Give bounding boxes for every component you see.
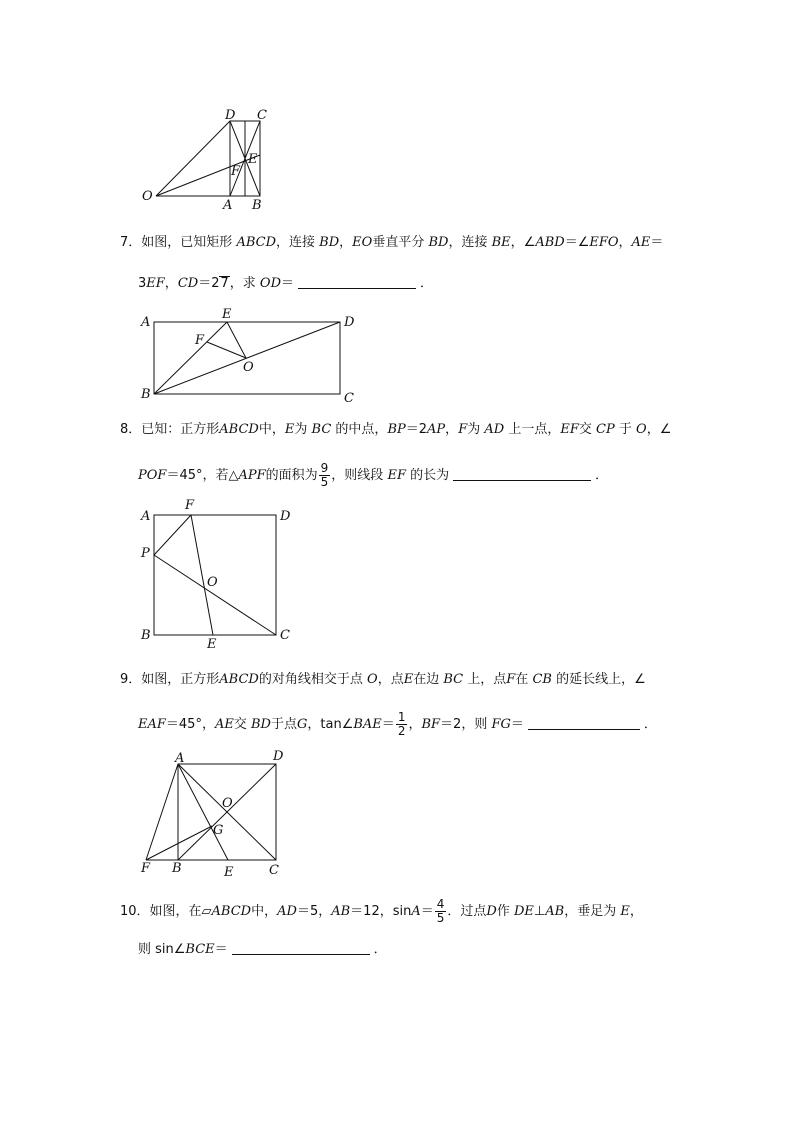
q9-label-E: E xyxy=(224,865,234,880)
label-A: A xyxy=(223,198,233,213)
figure-q9 xyxy=(0,745,794,885)
label-B: B xyxy=(252,198,262,213)
q8-fraction: $\frac{9}{5}$ xyxy=(320,461,329,489)
q9-label-F: F xyxy=(141,861,151,876)
q9-label-A: A xyxy=(175,751,185,766)
label-C: C xyxy=(257,108,267,123)
q8-label-F: F xyxy=(185,498,195,513)
q9-answer-blank[interactable] xyxy=(528,716,640,730)
q8-label-P: P xyxy=(141,546,150,561)
figure-q8 xyxy=(0,495,794,655)
q7-line1: 7．如图，已知矩形 ABCD，连接 BD，EO垂直平分 BD，连接 BE，∠ABD＝∠EFO，AE＝ xyxy=(120,235,664,250)
q10-line1: 10．如图，在▱ABCD中，AD＝5，AB＝12，sinA＝ $\frac{4}{5}$ ．过点D作 DE⊥AB，垂足为 E， xyxy=(120,897,643,925)
q9-label-O: O xyxy=(222,796,233,811)
q7-label-E: E xyxy=(222,307,232,322)
q8-label-D: D xyxy=(280,509,291,524)
q10-line2: 则 sin∠BCE＝ ． xyxy=(138,942,387,957)
label-O: O xyxy=(142,189,153,204)
q8-number: 8 xyxy=(120,422,129,437)
q9-label-D: D xyxy=(273,749,284,764)
q7-label-F: F xyxy=(195,333,205,348)
q9-label-B: B xyxy=(172,861,182,876)
q10-fraction: $\frac{4}{5}$ xyxy=(436,897,445,925)
q7-label-B: B xyxy=(141,387,151,402)
q8-label-O: O xyxy=(207,575,218,590)
q9-fraction: $\frac{1}{2}$ xyxy=(397,710,406,738)
q9-line2: EAF＝45°，AE交 BD于点G，tan∠BAE＝ $\frac{1}{2}$ ，BF＝2，则 FG＝ ． xyxy=(138,710,657,738)
q10-number: 10 xyxy=(120,904,137,919)
q7-line2: 3EF，CD＝27，求 OD＝ ． xyxy=(138,276,434,291)
q9-label-C: C xyxy=(269,863,279,878)
figure-q7 xyxy=(0,300,794,410)
q8-line1: 8．已知：正方形ABCD中，E为 BC 的中点，BP＝2AP，F为 AD 上一点，EF交 CP 于 O，∠ xyxy=(120,422,672,437)
label-E: E xyxy=(248,152,258,167)
q8-label-C: C xyxy=(280,628,290,643)
q8-answer-blank[interactable] xyxy=(453,467,591,481)
q7-label-A: A xyxy=(141,315,151,330)
q7-label-O: O xyxy=(243,360,254,375)
q7-label-D: D xyxy=(344,315,355,330)
label-D: D xyxy=(225,108,236,123)
q9-line1: 9．如图，正方形ABCD的对角线相交于点 O，点E在边 BC 上，点F在 CB 的延长线上，∠ xyxy=(120,672,646,687)
q7-number: 7 xyxy=(120,235,129,250)
q8-line2: POF＝45°，若△APF的面积为 $\frac{9}{5}$ ，则线段 EF 的长为 ． xyxy=(138,461,609,489)
q9-number: 9 xyxy=(120,672,129,687)
label-F: F xyxy=(231,164,241,179)
figure-q6 xyxy=(0,0,794,220)
q7-answer-blank[interactable] xyxy=(298,275,416,289)
q7-label-C: C xyxy=(344,391,354,406)
q8-label-E: E xyxy=(207,637,217,652)
sqrt-seven: 7 xyxy=(220,276,229,291)
q8-label-B: B xyxy=(141,628,151,643)
q10-answer-blank[interactable] xyxy=(232,941,370,955)
q9-label-G: G xyxy=(213,823,224,838)
q8-label-A: A xyxy=(141,509,151,524)
